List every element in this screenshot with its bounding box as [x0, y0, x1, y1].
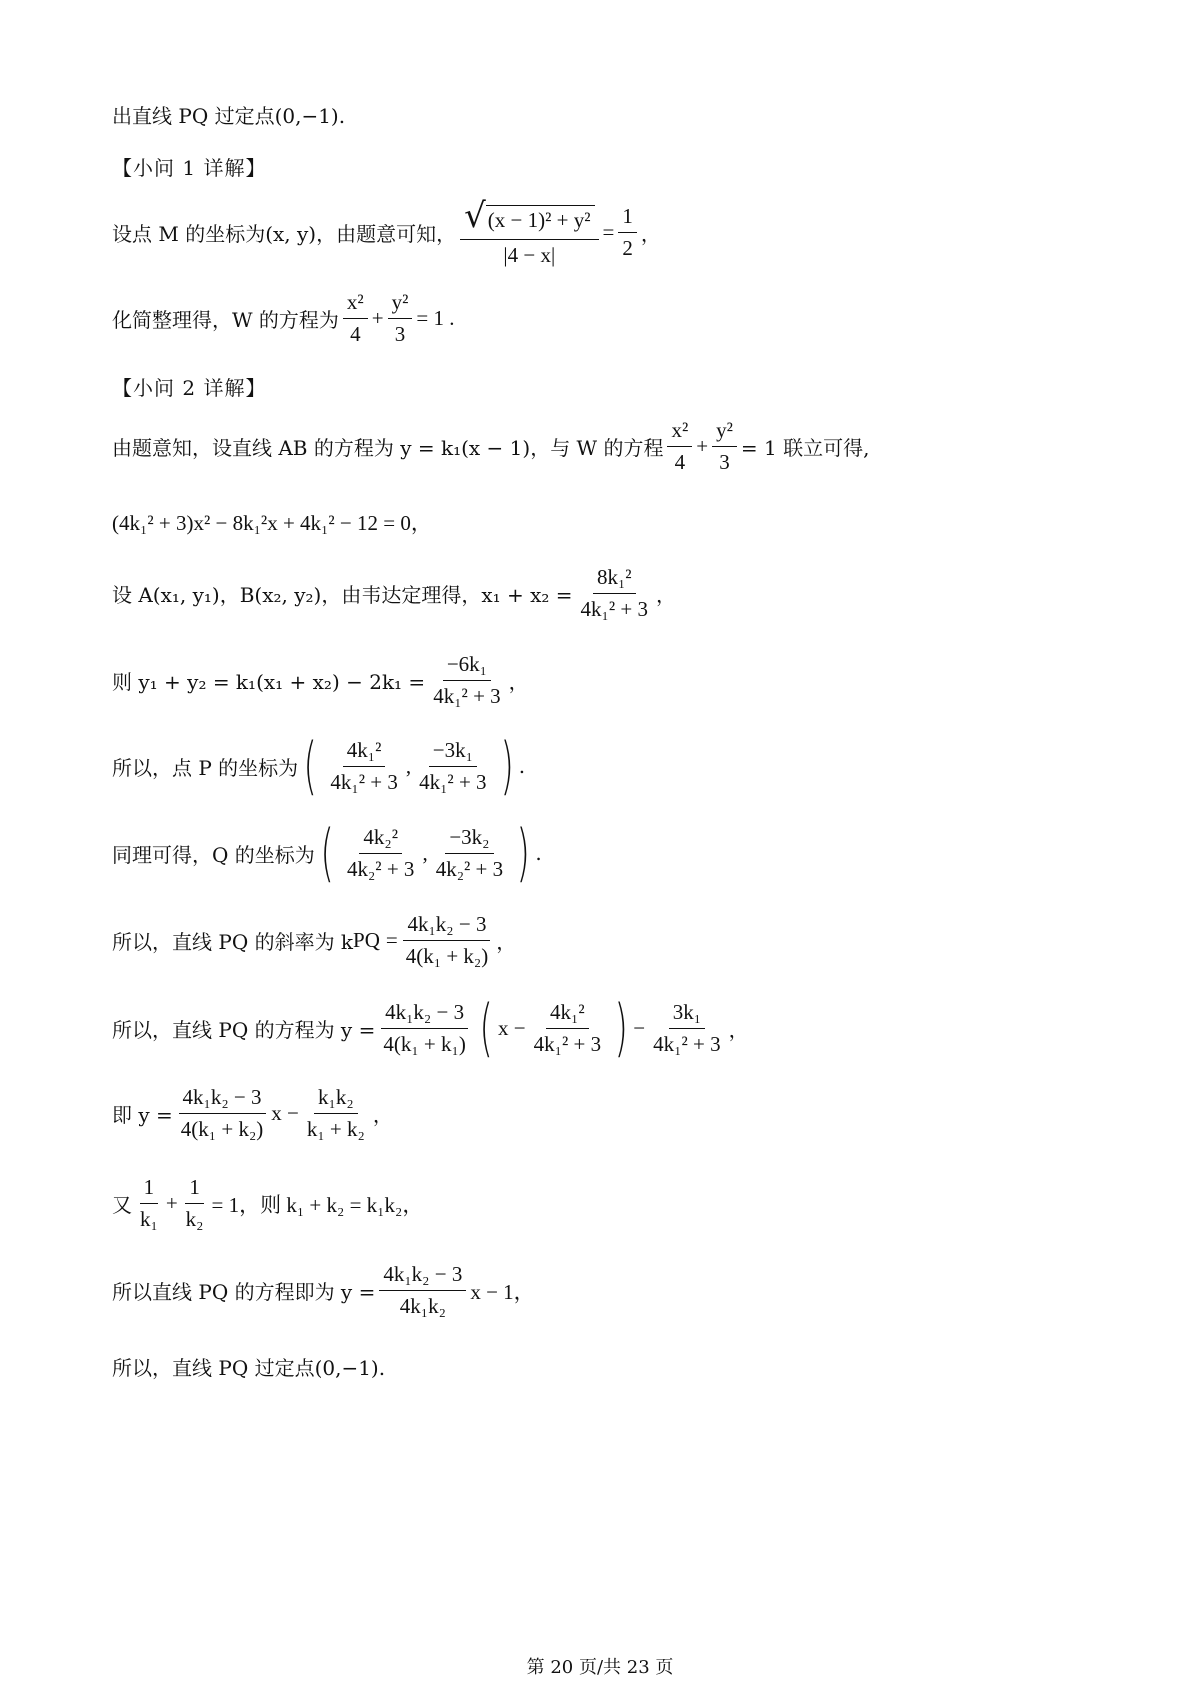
sqrt-content: (x − 1)² + y² — [486, 205, 595, 232]
half-fraction: $\frac{1}{2}$ — [618, 204, 637, 261]
line-3: 化简整理得，W 的方程为 $\frac{\text{x²}}{4}$ + $\frac{\text{y²}}{3}$ = 1 . — [112, 290, 455, 346]
line-15: 所以，直线 PQ 过定点(0,−1). — [112, 1356, 386, 1380]
line-13: 又 $\frac{1}{\text{k₁}}$ + $\frac{1}{\text{k₂}}$ = 1，则 k₁ + k₂ = k₁k₂， — [112, 1175, 424, 1231]
left-paren: ( — [303, 729, 317, 802]
line-5: (4k₁² + 3)x² − 8k₁²x + 4k₁² − 12 = 0， — [112, 511, 432, 535]
line-7: 则 y₁ + y₂ = k₁(x₁ + x₂) − 2k₁ = $\frac{\text{−6k₁}}{\text{4k₁² + 3}}$ ， — [112, 652, 529, 708]
line-4: 由题意知，设直线 AB 的方程为 y = k₁(x − 1)，与 W 的方程 $\frac{\text{x²}}{4}$ + $\frac{\text{y²}}{3}$ = 1 联立可得, — [112, 418, 870, 474]
right-paren: ) — [500, 729, 514, 802]
line-10: 所以，直线 PQ 的斜率为 k PQ = $\frac{\text{4k₁k₂ − 3}}{\text{4(k₁ + k₂)}}$ ， — [112, 912, 517, 968]
radical-sign: √ — [464, 196, 486, 236]
line-2-text: 设点 M 的坐标为(x, y)，由题意可知， — [112, 221, 457, 246]
ratio-denominator: |4 − x| — [503, 243, 556, 267]
fraction-x2-4: $\frac{\text{x²}}{4}$ — [343, 290, 368, 347]
equals-sign: = — [602, 219, 615, 244]
line-11: 所以，直线 PQ 的方程为 y = $\frac{\text{4k₁k₂ − 3}}{\text{4(k₁ + k₁)}}$ ( x − $\frac{\text{4k₁²}}{\text{4k₁² + 3}}$ ) − $\frac{\text{3k₁}}{\text{4k₁² + 3}}$ ， — [112, 991, 749, 1064]
section-heading-1: 【小问 1 详解】 — [112, 156, 267, 180]
line-12: 即 y = $\frac{\text{4k₁k₂ − 3}}{\text{4(k₁ + k₂)}}$ x − $\frac{\text{k₁k₂}}{\text{k₁ + k₂}}$ ， — [112, 1085, 393, 1141]
line-6: 设 A(x₁, y₁)，B(x₂, y₂)，由韦达定理得，x₁ + x₂ = $\frac{\text{8k₁²}}{\text{4k₁² + 3}}$ ， — [112, 565, 677, 621]
line-14: 所以直线 PQ 的方程即为 y = $\frac{\text{4k₁k₂ − 3}}{\text{4k₁k₂}}$ x − 1， — [112, 1262, 535, 1318]
line-1: 出直线 PQ 过定点(0,−1). — [112, 104, 346, 128]
distance-ratio-fraction — [460, 196, 598, 268]
page-footer: 第 20 页/共 23 页 — [526, 1657, 674, 1678]
fraction-y2-3: $\frac{\text{y²}}{3}$ — [388, 290, 413, 347]
section-heading-2: 【小问 2 详解】 — [112, 376, 267, 400]
line-8: 所以，点 P 的坐标为 ( $\frac{\text{4k₁²}}{\text{4k₁² + 3}}$ , $\frac{\text{−3k₁}}{\text{4k₁² + 3}}$ ) . — [112, 729, 526, 802]
line-9: 同理可得，Q 的坐标为 ( $\frac{\text{4k₂²}}{\text{4k₂² + 3}}$ , $\frac{\text{−3k₂}}{\text{4k₂² + 3}}$ ) . — [112, 816, 542, 889]
line-2: 设点 M 的坐标为(x, y)，由题意可知， $\frac{\text{√(x − 1)² + y²}}{|4 - x|}$ = $\frac{1}{2}$ ， — [112, 196, 661, 267]
